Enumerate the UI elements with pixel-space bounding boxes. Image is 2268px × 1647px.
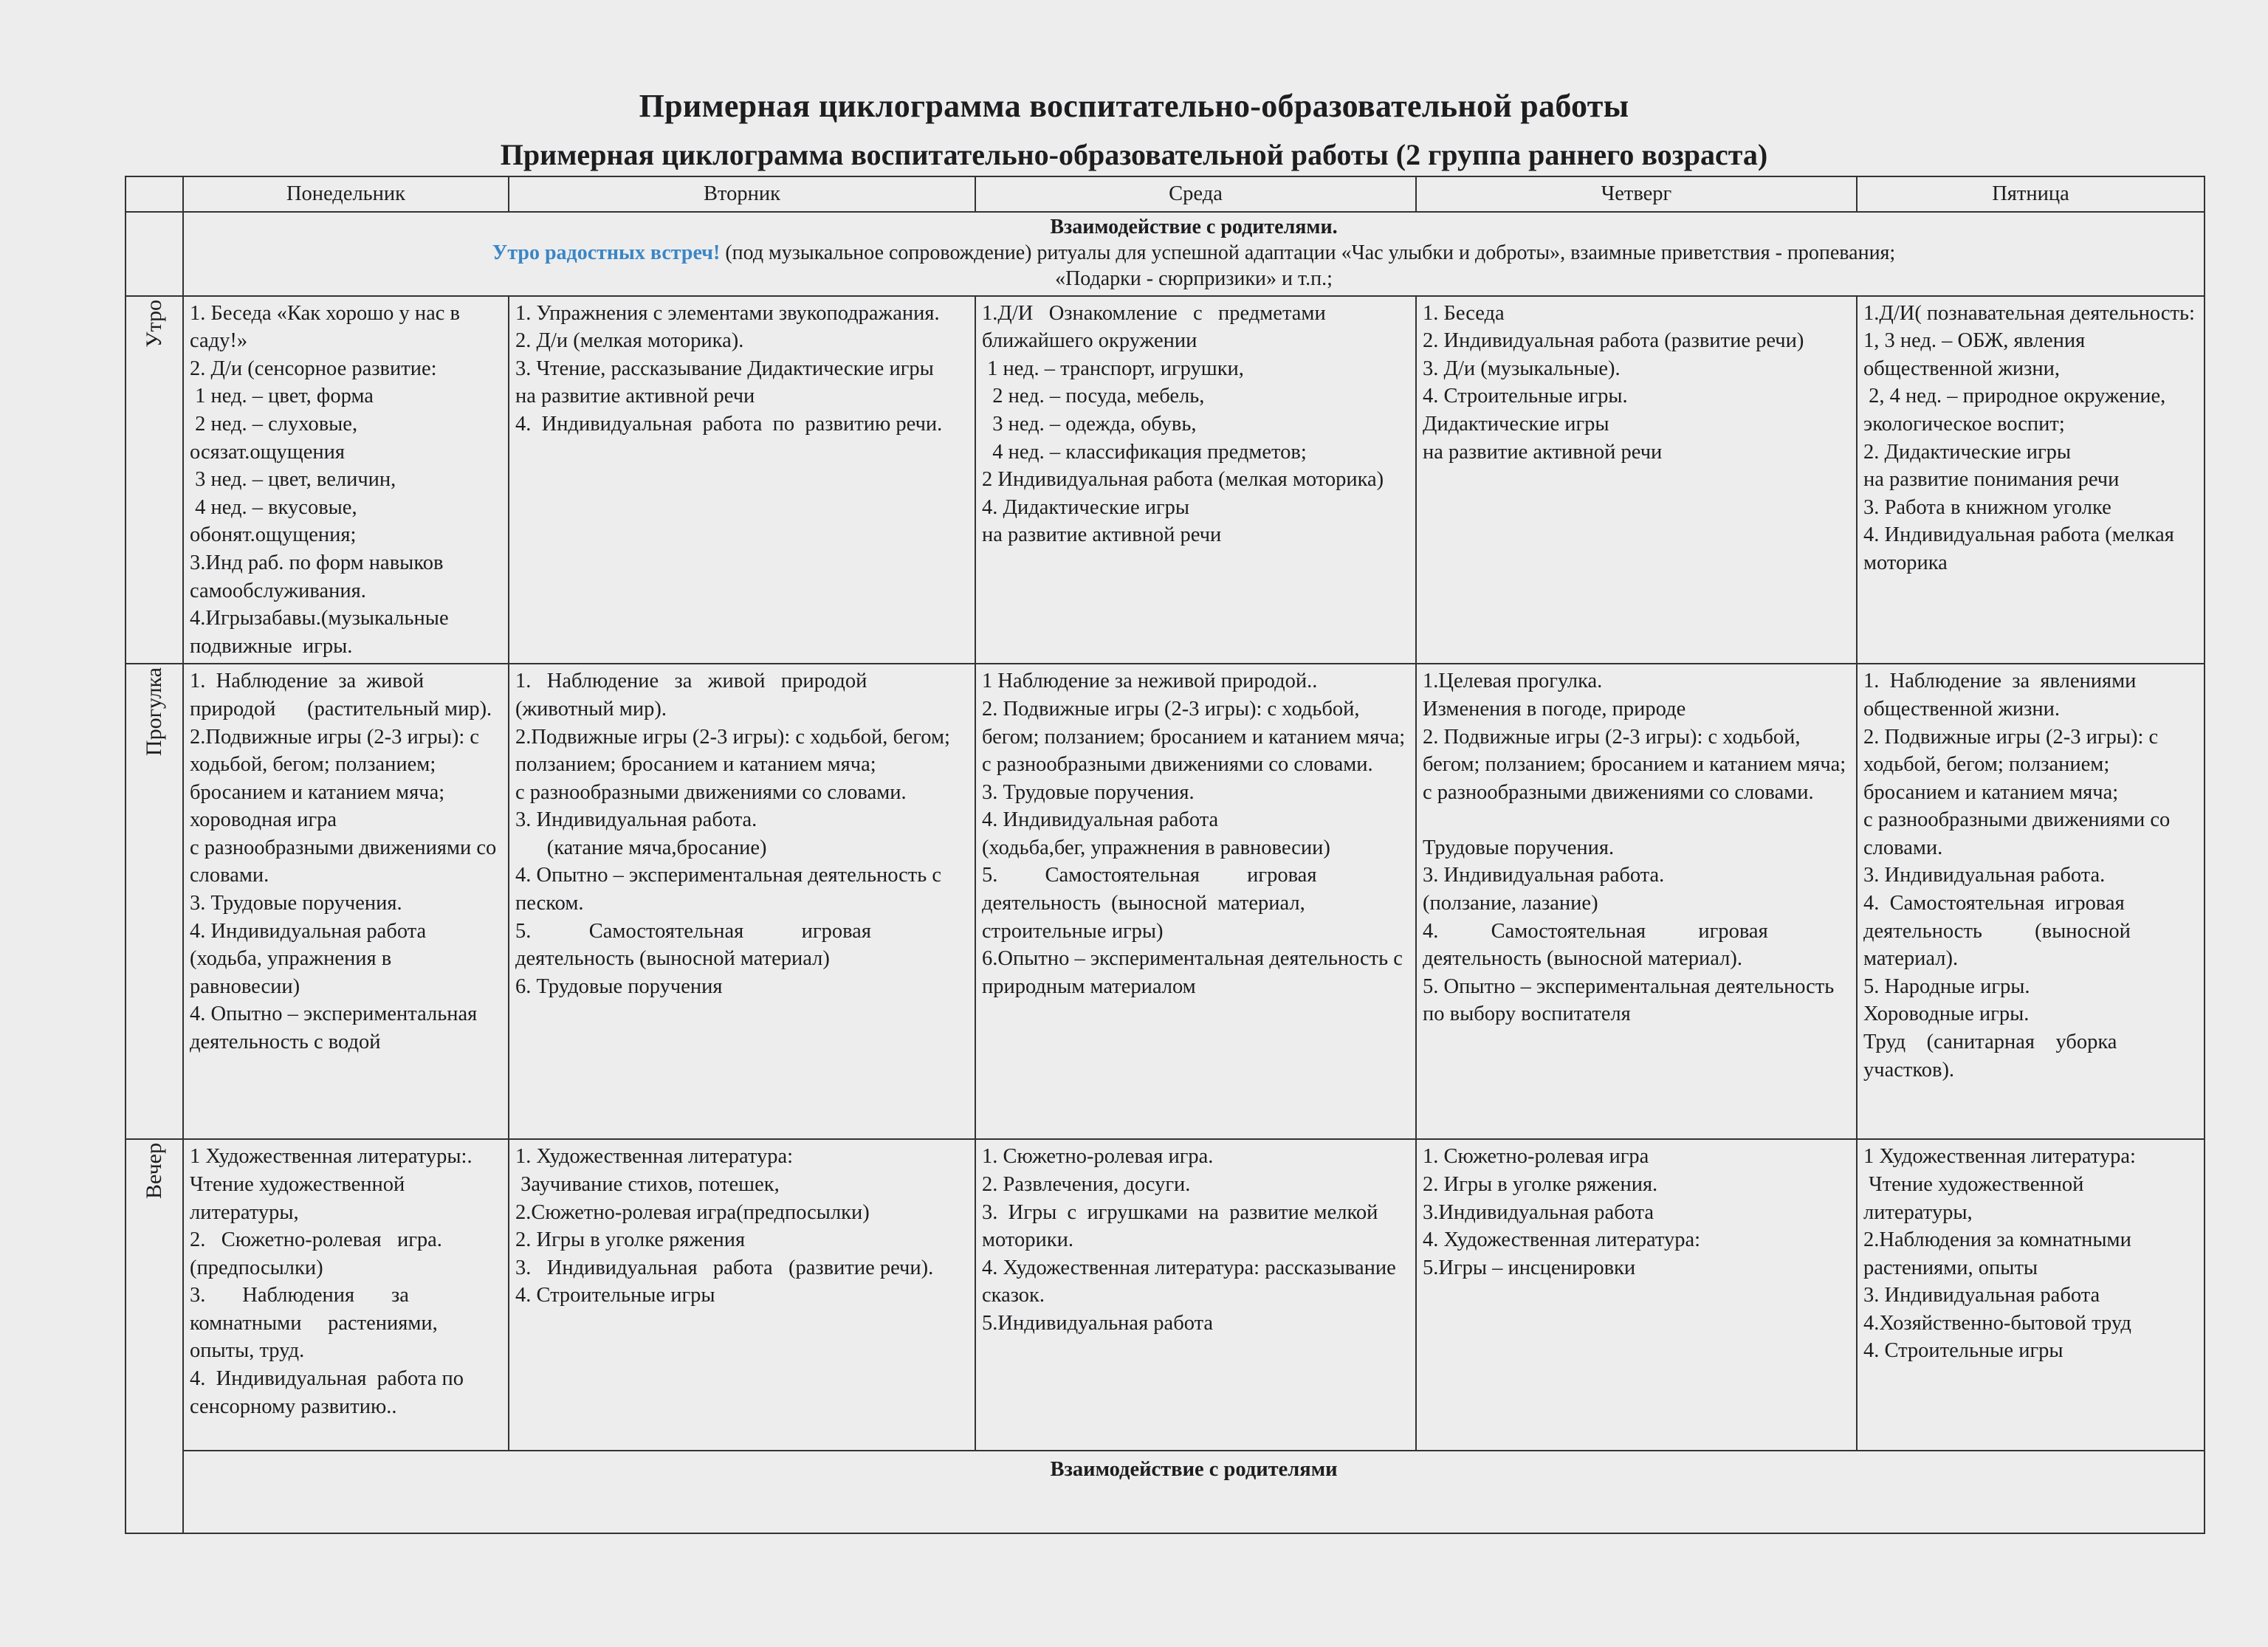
cell-line: 4. Строительные игры <box>515 1284 715 1307</box>
cell-line: 2, 4 нед. – природное окружение, экологическое воспит; <box>1863 385 2171 436</box>
cell-line: 3. Индивидуальная работа. <box>1423 864 1665 887</box>
cell-line: (катание мяча,бросание) <box>515 836 767 859</box>
row-label-walk: Прогулка <box>142 667 167 757</box>
cell-line: 3.Инд раб. по форм навыков самообслуживания. <box>190 551 449 602</box>
cell-line: на развитие активной речи <box>982 523 1222 547</box>
cell-line: Хороводные игры. <box>1863 1003 2030 1026</box>
parents-top-label-cell <box>126 212 183 296</box>
cell-line: 2.Подвижные игры (2-3 игры): с ходьбой, бегом; ползанием; бросанием и катанием мяча; хороводная игра <box>190 725 485 832</box>
cell-line: 1.Д/И( познавательная деятельность: <box>1863 301 2195 325</box>
cell-line: 5. Опытно – экспериментальная деятельность <box>1423 974 1835 998</box>
cell-line: 4 нед. – классификация предметов; <box>982 440 1307 464</box>
cell-line: 2 нед. – посуда, мебель, <box>982 385 1205 408</box>
cell-line: Чтение художественной литературы, <box>1863 1172 2089 1224</box>
cell-morning-tue <box>509 296 975 664</box>
cell-line: 1 нед. – цвет, форма <box>190 385 374 408</box>
cell-line: 1 Художественная литературы:. Чтение художественной литературы, <box>190 1145 478 1224</box>
cell-line: 2 нед. – слуховые, осязат.ощущения <box>190 412 363 464</box>
page-title: Примерная циклограмма воспитательно-образовательной работы <box>639 88 1629 124</box>
corner-cell <box>126 176 183 212</box>
day-header-thu: Четверг <box>1416 176 1857 212</box>
cell-line: 1. Упражнения с элементами звукоподражания. <box>515 301 940 325</box>
cell-line: 3 нед. – одежда, обувь, <box>982 412 1197 436</box>
cell-line: 3. Наблюдения за комнатными растениями, опыты, труд. <box>190 1284 443 1363</box>
cell-line: 4. Индивидуальная работа по сенсорному развитию.. <box>190 1367 470 1418</box>
cell-line: 5.Индивидуальная работа <box>982 1311 1214 1335</box>
cell-line: 5.Игры – инсценировки <box>1423 1256 1636 1279</box>
cell-line: 1. Наблюдение за живой природой (растительный мир). <box>190 670 492 721</box>
cell-line: с разнообразными движениями со словами. <box>515 780 907 804</box>
cell-line: 2. Развлечения, досуги. <box>982 1172 1191 1196</box>
cell-line: 2. Игры в уголке ряжения. <box>1423 1172 1658 1196</box>
cell-line: 2.Наблюдения за комнатными растениями, опыты <box>1863 1228 2137 1279</box>
cell-line: 2. Подвижные игры (2-3 игры): с ходьбой, бегом; ползанием; бросанием и катанием мяча; <box>982 697 1406 749</box>
cell-line: 5. Самостоятельная игровая деятельность (выносной материал) <box>515 919 877 971</box>
cell-line: 4. Индивидуальная работа <box>982 808 1219 832</box>
cell-line: Труд (санитарная уборка участков). <box>1863 1031 2123 1082</box>
cyclogram-table <box>125 176 2205 1534</box>
cell-line: 1. Наблюдение за явлениями общественной жизни. <box>1863 670 2142 721</box>
cell-line: 2. Дидактические игры <box>1863 440 2072 464</box>
cell-line: на развитие активной речи <box>515 385 755 408</box>
cell-line: на развитие понимания речи <box>1863 468 2120 492</box>
cell-line: на развитие активной речи <box>1423 440 1663 464</box>
cell-line: 1 Художественная литература: <box>1863 1145 2136 1169</box>
row-label-morning: Утро <box>142 299 167 348</box>
cell-line: Дидактические игры <box>1423 412 1609 436</box>
cell-evening-mon <box>183 1139 509 1451</box>
cell-evening-tue <box>509 1139 975 1451</box>
row-morning <box>126 296 2205 664</box>
cell-morning-wed <box>975 296 1416 664</box>
cell-line: с разнообразными движениями со словами. <box>1863 808 2176 859</box>
cell-line: 2.Сюжетно-ролевая игра(предпосылки) <box>515 1200 870 1224</box>
cell-line: 2. Подвижные игры (2-3 игры): с ходьбой, бегом; ползанием; бросанием и катанием мяча; <box>1423 725 1846 777</box>
morning-greeting-accent: Утро радостных встреч! <box>492 241 721 264</box>
row-label-evening: Вечер <box>142 1143 167 1200</box>
cell-line: 4. Художественная литература: рассказывание сказок. <box>982 1256 1401 1307</box>
day-header-fri: Пятница <box>1857 176 2205 212</box>
cell-line: 5. Самостоятельная игровая деятельность (выносной материал, строительные игры) <box>982 864 1322 943</box>
cell-line: (ходьба,бег, упражнения в равновесии) <box>982 836 1330 859</box>
cell-line: 1. Беседа «Как хорошо у нас в саду!» <box>190 301 466 353</box>
cell-evening-wed <box>975 1139 1416 1451</box>
parents-top-cell <box>183 212 2205 296</box>
cell-walk-fri <box>1857 664 2205 1139</box>
header-row <box>126 176 2205 212</box>
row-label-evening-cell <box>126 1139 183 1533</box>
cell-morning-fri <box>1857 296 2205 664</box>
cell-line: 6.Опытно – экспериментальная деятельность с природным материалом <box>982 947 1409 998</box>
cell-line: 3. Индивидуальная работа. <box>515 808 757 832</box>
cell-evening-fri <box>1857 1139 2205 1451</box>
cell-line: 1.Д/И Ознакомление с предметами ближайшего окружении <box>982 301 1331 353</box>
cell-line: 4. Художественная литература: <box>1423 1228 1701 1252</box>
cell-line: 1. Сюжетно-ролевая игра. <box>982 1145 1214 1169</box>
cell-line: 1. Сюжетно-ролевая игра <box>1423 1145 1649 1169</box>
cell-morning-mon <box>183 296 509 664</box>
row-walk <box>126 664 2205 1139</box>
cell-line: с разнообразными движениями со словами. <box>190 836 502 887</box>
parents-top-line1: (под музыкальное сопровождение) ритуалы для успешной адаптации «Час улыбки и доброты», взаимные приветствия - пропевания; <box>720 241 1896 264</box>
day-header-tue: Вторник <box>509 176 975 212</box>
cell-walk-thu <box>1416 664 1857 1139</box>
cell-line: 4. Индивидуальная работа (мелкая моторика <box>1863 523 2179 574</box>
cell-line: Заучивание стихов, потешек, <box>515 1172 780 1196</box>
row-evening <box>126 1139 2205 1451</box>
cell-line: по выбору воспитателя <box>1423 1003 1631 1026</box>
parents-top-heading: Взаимодействие с родителями. <box>1050 215 1338 238</box>
cell-line: (ползание, лазание) <box>1423 892 1598 915</box>
row-label-morning-cell <box>126 296 183 664</box>
parents-top-line2: «Подарки - сюрпризики» и т.п.; <box>1055 267 1333 290</box>
day-header-wed: Среда <box>975 176 1416 212</box>
cell-line: 1. Беседа <box>1423 301 1505 325</box>
cell-line: 3. Д/и (музыкальные). <box>1423 357 1621 380</box>
cell-line: 2. Игры в уголке ряжения <box>515 1228 746 1252</box>
parents-bottom-cell: Взаимодействие с родителями <box>183 1451 2205 1533</box>
cell-walk-mon <box>183 664 509 1139</box>
parents-bottom-row <box>126 1451 2205 1533</box>
cell-line: 3. Индивидуальная работа (развитие речи). <box>515 1256 934 1279</box>
cell-line: 1 Наблюдение за неживой природой.. <box>982 670 1318 693</box>
cell-line: 2. Д/и (сенсорное развитие: <box>190 357 437 380</box>
cell-line: 2. Подвижные игры (2-3 игры): с ходьбой, бегом; ползанием; бросанием и катанием мяча; <box>1863 725 2164 804</box>
cell-line: 3.Индивидуальная работа <box>1423 1200 1654 1224</box>
cell-line: 4.Игрызабавы.(музыкальные подвижные игры. <box>190 607 454 658</box>
parents-top-row <box>126 212 2205 296</box>
cell-line: 5. Народные игры. <box>1863 974 2030 998</box>
cell-line: 2 Индивидуальная работа (мелкая моторика) <box>982 468 1384 492</box>
cell-line: 1. Художественная литература: <box>515 1145 794 1169</box>
cell-line: 4 нед. – вкусовые, обонят.ощущения; <box>190 495 362 547</box>
cell-walk-wed <box>975 664 1416 1139</box>
page-subtitle: Примерная циклограмма воспитательно-образовательной работы (2 группа раннего возраста) <box>500 138 1768 171</box>
cell-line: 4. Индивидуальная работа (ходьба, упражнения в равновесии) <box>190 919 432 998</box>
cell-line: 4. Опытно – экспериментальная деятельность с водой <box>190 1003 483 1054</box>
cell-line: с разнообразными движениями со словами. <box>1423 780 1814 804</box>
cell-line: 6. Трудовые поручения <box>515 974 723 998</box>
cell-line <box>1423 806 1850 834</box>
cell-line: 4. Строительные игры <box>1863 1339 2063 1363</box>
cell-line: 4. Самостоятельная игровая деятельность (выносной материал). <box>1863 892 2136 971</box>
cell-line: 4. Опытно – экспериментальная деятельность с песком. <box>515 864 947 915</box>
cell-line: Изменения в погоде, природе <box>1423 697 1686 721</box>
cell-line: Трудовые поручения. <box>1423 836 1615 859</box>
cell-line: 1.Целевая прогулка. <box>1423 670 1603 693</box>
cell-line: 2.Подвижные игры (2-3 игры): с ходьбой, бегом; ползанием; бросанием и катанием мяча; <box>515 725 956 777</box>
cell-line: 4. Дидактические игры <box>982 495 1190 519</box>
cell-walk-tue <box>509 664 975 1139</box>
cell-line: 1 нед. – транспорт, игрушки, <box>982 357 1244 380</box>
cell-line: 4. Индивидуальная работа по развитию речи. <box>515 412 943 436</box>
cell-line: 4. Строительные игры. <box>1423 385 1628 408</box>
cell-line: 3. Индивидуальная работа <box>1863 1284 2100 1307</box>
cell-line: 3 нед. – цвет, величин, <box>190 468 396 492</box>
cell-line: 3. Трудовые поручения. <box>982 780 1195 804</box>
cell-line: 1. Наблюдение за живой природой (животный мир). <box>515 670 873 721</box>
cell-morning-thu <box>1416 296 1857 664</box>
cell-line: 2. Индивидуальная работа (развитие речи) <box>1423 329 1804 353</box>
cell-line: 3. Игры с игрушками на развитие мелкой моторики. <box>982 1200 1384 1252</box>
cell-line: 3. Работа в книжном уголке <box>1863 495 2111 519</box>
row-label-walk-cell <box>126 664 183 1139</box>
day-header-mon: Понедельник <box>183 176 509 212</box>
cell-evening-thu <box>1416 1139 1857 1451</box>
cell-line: 2. Д/и (мелкая моторика). <box>515 329 744 353</box>
cell-line: 3. Трудовые поручения. <box>190 892 402 915</box>
cell-line: с разнообразными движениями со словами. <box>982 753 1373 777</box>
cell-line: 4. Самостоятельная игровая деятельность (выносной материал). <box>1423 919 1773 971</box>
cell-line: 4.Хозяйственно-бытовой труд <box>1863 1311 2131 1335</box>
cell-line: 1, 3 нед. – ОБЖ, явления общественной жизни, <box>1863 329 2091 380</box>
cell-line: 3. Чтение, рассказывание Дидактические игры <box>515 357 934 380</box>
cell-line: 2. Сюжетно-ролевая игра. (предпосылки) <box>190 1228 448 1279</box>
cell-line: 3. Индивидуальная работа. <box>1863 864 2106 887</box>
